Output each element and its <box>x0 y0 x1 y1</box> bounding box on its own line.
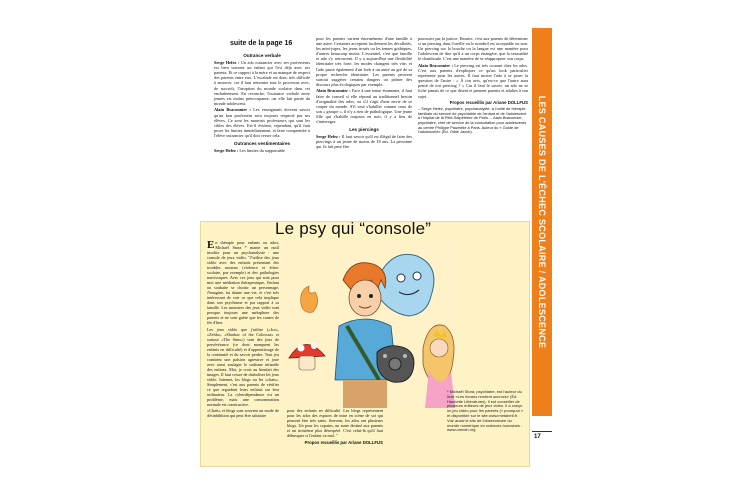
author-note: * Michaël Stora, psychiatre, est l'auteur du livre «Les écrans rendent accrocs» (Éd. Hachette Littératures). Il est conseiller de plusieurs éditeurs de jeux vidéo. Il a conçu un jeu vidéo pour les parents (« pourquoi » et disponible sur le site www.metabeil.fr. Voir aussi le site de l'observatoire du monde numérique en sciences humaines : www.omnsh.org <box>447 389 524 433</box>
paragraph <box>316 36 412 87</box>
paragraph-text: Les jeux vidéo que j'utilise («Ico», «Zelda», «Shadow of the Colossus» et surtout «The Sims») sont des jeux de persévérance (ce dont manquent les enfants en difficulté) et d'apprentissage de la continuité et du savoir perdre. Tout jeu comtient une palsion agressive et joue avec aussi soulager le sadisme infantile des enfants. Moi, je crois au bienfait des images. Il faut cesser de diaboliser les jeux vidéo. Internet, les blogs ou les «chats». Simplement, c'est aux parents de vérifier ce que regardent leurs enfants sur leur ordinateur. La cyberdépendance est un problème, mais une consommation normale est constructive. <box>207 326 279 407</box>
article-column-2 <box>316 36 412 151</box>
subhead-piercings: Les piercings <box>349 127 379 133</box>
paragraph-text: poursuivi par la justice. Ensuite, c'est aux parents de déterminer si un piercing dans l'oreille ou le nombril est acceptable ou non. Un piercing sur la bouche ou la langue est une manière pour l'adolescent de dire qu'il a un corps étrangère, que la sensualité le chamboule. C'est une manière de se réapproprier son corps. <box>418 36 528 62</box>
paragraph <box>207 240 279 325</box>
authors-bio: – Serge Hefez, psychiatre, psychanalyste, à l'unité de thérapie familiale du service de psychiatrie de l'enfant et de l'adolescent à l'hôpital de la Pitié-Salpêtrière de Paris. – Alain Braconnier, psychiatre, chef de service de la consultation pour adolescents au centre Philippe Paumelle à Paris. Auteur du « Guide de l'adolescent» (Éd. Odile Jacob). <box>418 106 527 135</box>
section-sidebar <box>532 28 552 416</box>
paragraph <box>418 36 528 61</box>
section-title-vertical: LES CAUSES DE L'ÉCHEC SCOLAIRE / ADOLESCENCE <box>537 95 547 349</box>
paragraph-text: «Chats» et blogs sont souvent un mode de désinhibition qui peut être salutaire <box>207 408 279 418</box>
page-number-divider <box>532 431 552 432</box>
paragraph-text: Le piercing est très courant chez les ados. C'est aux parents d'expliquer ce qu'un look particulier représente pour les autres. Il faut inciter l'ado à se poser la question de l'autre : « À ton avis, qu'est-ce que l'autre aura pensé de ton piercing ? » Car il faut le savoir, un ado ne se fiche jamais de ce que disent et pensent parents et adultes à son sujet. <box>418 62 529 99</box>
article-signature: Propos recueillis par Ariane DOLLFUS <box>449 100 528 106</box>
illustration-boy-with-game-controller <box>281 240 457 408</box>
feature-signature: Propos recueillis par Ariane DOLLFUS <box>304 439 383 445</box>
feature-box <box>200 221 530 467</box>
article-column-3 <box>418 36 528 135</box>
paragraph-text: Les limites du supportable <box>239 148 285 154</box>
paragraph <box>214 148 310 153</box>
paragraph <box>316 134 412 149</box>
paragraph <box>316 88 412 124</box>
paragraph <box>214 60 310 106</box>
paragraph-text: n thérapie pour enfants ou ados, Michaël Stora * manie un outil insolite pour un psychanalyste : une console de jeux vidéo. "J'utilise des jeux vidéo avec des enfants présentant des troubles anxieux (violence et échec scolaire, par exemple) et des pathologies narcissiques. Avec ces jeux qui sont pour moi une médiation thérapeutique, l'enfant ou souhaite se choisir un personnage. J'imagine, lui donne une vie, et c'est très intéressant de voir ce que cela implique dans son psychisme et par rapport à sa famille. Les monstres des jeux vidéo sont presque toujours une métaphore des parents et ne sont guère que les contes de fée d'hier. <box>207 240 279 325</box>
subhead-outrance-verbale: Outrance verbale <box>243 53 281 58</box>
speaker-name: Alain Braconnier : <box>418 62 453 68</box>
speaker-name: Alain Braconnier : <box>214 107 251 113</box>
drop-cap: E <box>207 239 215 251</box>
page-number: 17 <box>534 434 541 440</box>
continuation-heading: suite de la page 16 <box>230 40 293 47</box>
paragraph <box>207 327 279 407</box>
article-column-1 <box>214 50 310 155</box>
paragraph-text: pour les parents varient énormément d'une famille à une autre. Certaines acceptent facilement les décolletés, les mini-jupes, les jeans troués ou les tenues gothiques, d'autres beaucoup moins. L'essentiel, c'est que famille et ado s'y retrouvent. Il y a aujourd'hui une flexibilité identitaire très forte, les modes changent très vite, et l'ado passe également d'un look à un autre au gré de sa propre recherche identitaire. Les parents peuvent surtout suggérer certains dangers ou prôner des discours plus écologiques par exemple. <box>316 36 412 87</box>
feature-column-middle <box>287 408 383 445</box>
paragraph <box>287 408 383 438</box>
paragraph-text: Face à une tenue étonnante, il faut faire de conseil si elle répond au traditionnel besoin d'originalité des ados, ou s'il s'agit d'une envie de se couper du monde. S'il veut s'habiller comme ceux de son « groupe », il n'y a rien de pathologique. Une jeune fille qui s'habille toujours en noir, il y a lieu de s'interroger. <box>316 88 413 124</box>
paragraph <box>214 107 310 138</box>
paragraph-text: Un ado outrancier avec ses professeurs est bien souvent un enfant qui l'est déjà avec ses parents. Et ce rapport à la mère et au manque de respect des parents entre eux. L'escalade est donc très difficile à amorcer, car il faut remonter tout le processus avec, de surcroît, l'irruption du monde scolaire dans cet enchaînement. En revanche, l'outrance verbale entre jeunes est moins préoccupante, car elle fait partie du monde adolescent. <box>214 60 310 106</box>
paragraph-text: Les enseignants doivent savoir qu'un bon professeur sera toujours respecté par ses élèves. Ce sont les mauvais professeurs qui sont les cibles des élèves. Est-il évident, cependant, qu'il faut poser les limites immédiatement, et faire comprendre à l'élève outrancier qu'il doit cesser cela. <box>214 107 311 138</box>
speaker-name: Alain Braconnier : <box>316 88 351 94</box>
paragraph <box>418 63 528 99</box>
feature-column-left <box>207 240 279 420</box>
speaker-name: Serge Hefez : <box>214 60 240 66</box>
feature-title: Le psy qui “console” <box>275 219 432 238</box>
speaker-name: Serge Hefez : <box>316 134 341 140</box>
paragraph-text: pour des enfants en difficulté. Les blogs représentent pour les ados des espaces de mise en scène de soi qui peuvent être très sains. Souvent, les ados ont plusieurs blogs. Un pour les copains, un autre destiné aux parents et un troisième plus désespéré. C'est celui-là qu'il faut débusquer si l'enfant va mal. " <box>287 408 383 438</box>
paragraph-text: Il faut savoir qu'il est illégal de faire des piercings à un jeune de moins de 18 ans. La personne qui l'a fait peut être <box>316 134 412 150</box>
subhead-outrances-vestimentaires: Outrances vestimentaires <box>233 141 291 146</box>
speaker-name: Serge Hefez : <box>214 148 239 154</box>
paragraph <box>207 408 279 418</box>
